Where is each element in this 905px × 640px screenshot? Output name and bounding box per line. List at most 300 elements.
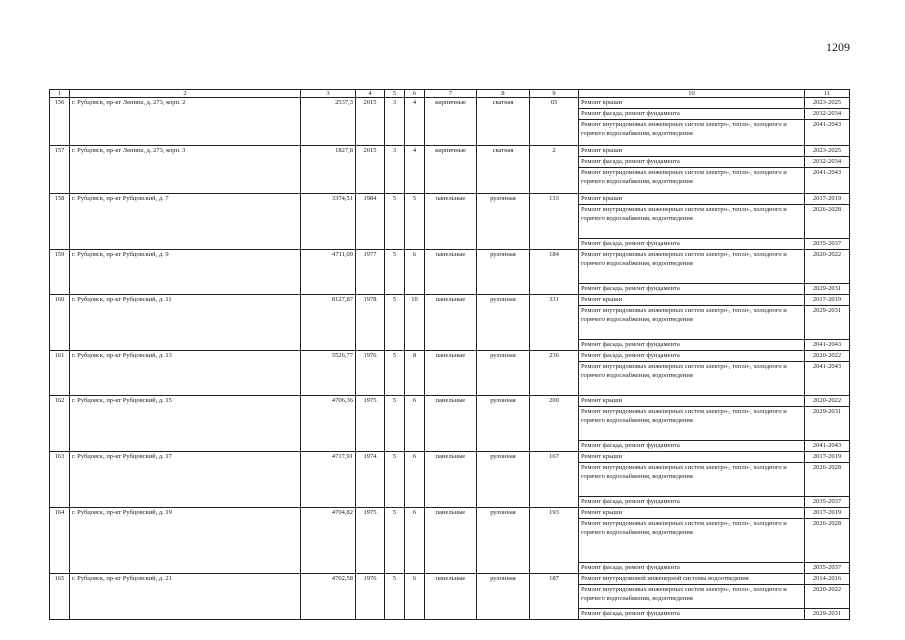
- entrances-cell: 6: [405, 452, 425, 463]
- area-cell-continued: [301, 168, 356, 194]
- period-cell: 2014-2016: [805, 574, 850, 585]
- address-cell-continued: [70, 563, 301, 574]
- address-cell-continued: [70, 463, 301, 497]
- table-row: [50, 563, 850, 574]
- work-type-text: Ремонт фасада, ремонт фундамента: [581, 285, 680, 292]
- wall-material-cell-continued: [425, 407, 477, 441]
- record-number-continued: [50, 497, 70, 508]
- work-type-text: Ремонт внутридомовой инженерной системы водоотведения: [581, 575, 749, 582]
- wall-material-cell: панельные: [425, 295, 477, 306]
- area-cell-continued: [301, 340, 356, 351]
- year-cell-continued: [356, 306, 385, 340]
- address-cell-continued: [70, 585, 301, 609]
- area-cell: 4704,82: [301, 508, 356, 519]
- area-cell-continued: [301, 497, 356, 508]
- column-number: 6: [405, 90, 425, 98]
- work-type-text: Ремонт фасада, ремонт фундамента: [581, 564, 680, 571]
- roof-type-cell: рулонная: [477, 452, 530, 463]
- table-row: [50, 250, 850, 284]
- table-row: [50, 109, 850, 120]
- work-type-text: Ремонт внутридомовых инженерных систем электро-, тепло-, холодного и горячего водоснабжения, водоотведения: [581, 206, 787, 222]
- residents-cell: 193: [530, 508, 579, 519]
- area-cell-continued: [301, 463, 356, 497]
- table-row: [50, 585, 850, 609]
- entrances-cell: 6: [405, 250, 425, 284]
- work-type-text: Ремонт внутридомовых инженерных систем электро-, тепло-, холодного и горячего водоснабжения, водоотведения: [581, 307, 787, 323]
- work-type-cell: [579, 146, 805, 157]
- address-cell-continued: [70, 340, 301, 351]
- floors-cell: 5: [385, 194, 405, 205]
- work-type-cell: [579, 205, 805, 239]
- work-type-cell: [579, 497, 805, 508]
- roof-type-cell: скатная: [477, 98, 530, 109]
- table-row: [50, 295, 850, 306]
- wall-material-cell-continued: [425, 563, 477, 574]
- year-cell: 1975: [356, 508, 385, 519]
- work-type-cell: [579, 194, 805, 205]
- record-number-continued: [50, 519, 70, 563]
- area-cell-continued: [301, 362, 356, 396]
- address-cell-continued: [70, 362, 301, 396]
- record-number: 158: [50, 194, 70, 205]
- work-type-cell: [579, 109, 805, 120]
- table-row: [50, 396, 850, 407]
- floors-cell: 5: [385, 351, 405, 362]
- residents-cell-continued: [530, 306, 579, 340]
- record-number: 164: [50, 508, 70, 519]
- record-number-continued: [50, 168, 70, 194]
- entrances-cell: 4: [405, 146, 425, 157]
- period-cell: 2029-2031: [805, 284, 850, 295]
- floors-cell-continued: [385, 157, 405, 168]
- column-number: 2: [70, 90, 301, 98]
- table-row: [50, 362, 850, 396]
- record-number-continued: [50, 284, 70, 295]
- year-cell: 1977: [356, 250, 385, 284]
- period-cell: 2029-2031: [805, 407, 850, 441]
- work-type-cell: [579, 284, 805, 295]
- table-row: [50, 120, 850, 146]
- wall-material-cell: панельные: [425, 351, 477, 362]
- work-type-cell: [579, 157, 805, 168]
- period-cell: 2026-2028: [805, 519, 850, 563]
- address-cell: г. Рубцовск, пр-кт Рубцовский, д. 15: [70, 396, 301, 407]
- entrances-cell-continued: [405, 239, 425, 250]
- residents-cell-continued: [530, 563, 579, 574]
- record-number-continued: [50, 609, 70, 620]
- wall-material-cell-continued: [425, 109, 477, 120]
- address-cell-continued: [70, 497, 301, 508]
- entrances-cell: 6: [405, 396, 425, 407]
- area-cell-continued: [301, 609, 356, 620]
- roof-type-cell-continued: [477, 519, 530, 563]
- roof-type-cell: рулонная: [477, 396, 530, 407]
- area-cell: 8127,87: [301, 295, 356, 306]
- residents-cell-continued: [530, 284, 579, 295]
- area-cell: 2537,3: [301, 98, 356, 109]
- year-cell-continued: [356, 168, 385, 194]
- area-cell: 4717,91: [301, 452, 356, 463]
- floors-cell-continued: [385, 306, 405, 340]
- record-number: 162: [50, 396, 70, 407]
- work-type-cell: [579, 452, 805, 463]
- roof-type-cell-continued: [477, 463, 530, 497]
- residents-cell-continued: [530, 407, 579, 441]
- entrances-cell-continued: [405, 362, 425, 396]
- roof-type-cell: рулонная: [477, 351, 530, 362]
- record-number: 160: [50, 295, 70, 306]
- table-row: [50, 609, 850, 620]
- wall-material-cell-continued: [425, 519, 477, 563]
- roof-type-cell-continued: [477, 441, 530, 452]
- address-cell: г. Рубцовск, пр-кт Рубцовский, д. 19: [70, 508, 301, 519]
- roof-type-cell-continued: [477, 407, 530, 441]
- area-cell: 4711,09: [301, 250, 356, 284]
- column-number: 8: [477, 90, 530, 98]
- year-cell-continued: [356, 563, 385, 574]
- record-number-continued: [50, 563, 70, 574]
- record-number-continued: [50, 306, 70, 340]
- record-number-continued: [50, 340, 70, 351]
- roof-type-cell-continued: [477, 497, 530, 508]
- table-row: [50, 508, 850, 519]
- roof-type-cell: скатная: [477, 146, 530, 157]
- wall-material-cell-continued: [425, 441, 477, 452]
- work-type-text: Ремонт фасада, ремонт фундамента: [581, 352, 680, 359]
- area-cell-continued: [301, 585, 356, 609]
- floors-cell: 5: [385, 396, 405, 407]
- wall-material-cell-continued: [425, 120, 477, 146]
- residents-cell: 65: [530, 98, 579, 109]
- record-number: 165: [50, 574, 70, 585]
- wall-material-cell: панельные: [425, 508, 477, 519]
- year-cell: 1984: [356, 194, 385, 205]
- address-cell: г. Рубцовск, пр-кт Ленина, д. 273, корп. 3: [70, 146, 301, 157]
- work-type-text: Ремонт фасада, ремонт фундамента: [581, 110, 680, 117]
- record-number: 157: [50, 146, 70, 157]
- entrances-cell: 6: [405, 508, 425, 519]
- work-type-cell: [579, 563, 805, 574]
- residents-cell-continued: [530, 157, 579, 168]
- record-number-continued: [50, 463, 70, 497]
- period-cell: 2041-2043: [805, 362, 850, 396]
- period-cell: 2041-2043: [805, 441, 850, 452]
- work-type-cell: [579, 396, 805, 407]
- floors-cell-continued: [385, 362, 405, 396]
- year-cell-continued: [356, 284, 385, 295]
- column-number: 3: [301, 90, 356, 98]
- table-row: [50, 168, 850, 194]
- year-cell: 1976: [356, 351, 385, 362]
- roof-type-cell-continued: [477, 609, 530, 620]
- wall-material-cell: панельные: [425, 250, 477, 284]
- floors-cell: 5: [385, 295, 405, 306]
- residents-cell-continued: [530, 120, 579, 146]
- year-cell: 1975: [356, 396, 385, 407]
- record-number: 159: [50, 250, 70, 284]
- residents-cell: 184: [530, 250, 579, 284]
- residents-cell-continued: [530, 441, 579, 452]
- work-type-cell: [579, 441, 805, 452]
- address-cell-continued: [70, 239, 301, 250]
- work-type-cell: [579, 306, 805, 340]
- period-cell: 2026-2028: [805, 205, 850, 239]
- wall-material-cell: панельные: [425, 396, 477, 407]
- year-cell: 1978: [356, 295, 385, 306]
- table-row: [50, 284, 850, 295]
- entrances-cell: 10: [405, 295, 425, 306]
- wall-material-cell: панельные: [425, 574, 477, 585]
- year-cell-continued: [356, 109, 385, 120]
- table-row: [50, 340, 850, 351]
- work-type-cell: [579, 168, 805, 194]
- record-number-continued: [50, 407, 70, 441]
- address-cell: г. Рубцовск, пр-кт Рубцовский, д. 11: [70, 295, 301, 306]
- work-type-cell: [579, 519, 805, 563]
- wall-material-cell-continued: [425, 340, 477, 351]
- area-cell: 1827,8: [301, 146, 356, 157]
- work-type-text: Ремонт фасада, ремонт фундамента: [581, 158, 680, 165]
- entrances-cell: 5: [405, 194, 425, 205]
- address-cell: г. Рубцовск, пр-кт Рубцовский, д. 17: [70, 452, 301, 463]
- area-cell-continued: [301, 109, 356, 120]
- floors-cell-continued: [385, 109, 405, 120]
- roof-type-cell-continued: [477, 306, 530, 340]
- area-cell-continued: [301, 519, 356, 563]
- entrances-cell-continued: [405, 120, 425, 146]
- floors-cell-continued: [385, 463, 405, 497]
- work-type-text: Ремонт фасада, ремонт фундамента: [581, 442, 680, 449]
- work-type-text: Ремонт фасада, ремонт фундамента: [581, 498, 680, 505]
- entrances-cell-continued: [405, 168, 425, 194]
- work-type-cell: [579, 574, 805, 585]
- entrances-cell-continued: [405, 157, 425, 168]
- area-cell: 4706,36: [301, 396, 356, 407]
- address-cell-continued: [70, 120, 301, 146]
- floors-cell-continued: [385, 340, 405, 351]
- record-number: 156: [50, 98, 70, 109]
- work-type-cell: [579, 609, 805, 620]
- period-cell: 2029-2031: [805, 306, 850, 340]
- entrances-cell-continued: [405, 585, 425, 609]
- entrances-cell: 8: [405, 351, 425, 362]
- residents-cell-continued: [530, 519, 579, 563]
- area-cell: 5526,77: [301, 351, 356, 362]
- roof-type-cell: рулонная: [477, 194, 530, 205]
- floors-cell: 5: [385, 574, 405, 585]
- repair-schedule-table: [49, 89, 850, 620]
- work-type-cell: [579, 508, 805, 519]
- address-cell: г. Рубцовск, пр-кт Рубцовский, д. 7: [70, 194, 301, 205]
- table-row: [50, 351, 850, 362]
- column-number: 10: [579, 90, 805, 98]
- work-type-text: Ремонт внутридомовых инженерных систем электро-, тепло-, холодного и горячего водоснабжения, водоотведения: [581, 464, 787, 480]
- entrances-cell-continued: [405, 563, 425, 574]
- roof-type-cell: рулонная: [477, 295, 530, 306]
- work-type-cell: [579, 585, 805, 609]
- work-type-cell: [579, 351, 805, 362]
- wall-material-cell-continued: [425, 205, 477, 239]
- area-cell-continued: [301, 120, 356, 146]
- roof-type-cell-continued: [477, 362, 530, 396]
- period-cell: 2041-2043: [805, 340, 850, 351]
- area-cell-continued: [301, 407, 356, 441]
- work-type-cell: [579, 98, 805, 109]
- work-type-text: Ремонт фасада, ремонт фундамента: [581, 240, 680, 247]
- period-cell: 2017-2019: [805, 452, 850, 463]
- work-type-text: Ремонт крыши: [581, 453, 622, 460]
- period-cell: 2020-2022: [805, 396, 850, 407]
- page-number: 1209: [826, 40, 850, 54]
- floors-cell-continued: [385, 168, 405, 194]
- address-cell-continued: [70, 519, 301, 563]
- period-cell: 2020-2022: [805, 351, 850, 362]
- period-cell: 2035-2037: [805, 239, 850, 250]
- floors-cell: 3: [385, 98, 405, 109]
- address-cell-continued: [70, 306, 301, 340]
- period-cell: 2029-2031: [805, 609, 850, 620]
- record-number-continued: [50, 239, 70, 250]
- work-type-text: Ремонт внутридомовых инженерных систем электро-, тепло-, холодного и горячего водоснабжения, водоотведения: [581, 251, 787, 267]
- floors-cell-continued: [385, 441, 405, 452]
- period-cell: 2023-2025: [805, 98, 850, 109]
- wall-material-cell: панельные: [425, 194, 477, 205]
- work-type-text: Ремонт фасада, ремонт фундамента: [581, 341, 680, 348]
- address-cell: г. Рубцовск, пр-кт Рубцовский, д. 21: [70, 574, 301, 585]
- entrances-cell-continued: [405, 109, 425, 120]
- work-type-text: Ремонт крыши: [581, 195, 622, 202]
- roof-type-cell-continued: [477, 284, 530, 295]
- year-cell: 2015: [356, 98, 385, 109]
- floors-cell: 5: [385, 508, 405, 519]
- period-cell: 2032-2034: [805, 157, 850, 168]
- area-cell-continued: [301, 205, 356, 239]
- wall-material-cell-continued: [425, 609, 477, 620]
- work-type-text: Ремонт фасада, ремонт фундамента: [581, 610, 680, 617]
- year-cell-continued: [356, 497, 385, 508]
- work-type-cell: [579, 340, 805, 351]
- year-cell-continued: [356, 585, 385, 609]
- record-number-continued: [50, 205, 70, 239]
- table-row: [50, 306, 850, 340]
- address-cell-continued: [70, 284, 301, 295]
- column-number: 7: [425, 90, 477, 98]
- floors-cell-continued: [385, 407, 405, 441]
- residents-cell: 187: [530, 574, 579, 585]
- table-row: [50, 452, 850, 463]
- roof-type-cell-continued: [477, 157, 530, 168]
- table-row: [50, 205, 850, 239]
- address-cell: г. Рубцовск, пр-кт Рубцовский, д. 9: [70, 250, 301, 284]
- floors-cell-continued: [385, 563, 405, 574]
- floors-cell-continued: [385, 585, 405, 609]
- residents-cell-continued: [530, 168, 579, 194]
- year-cell-continued: [356, 120, 385, 146]
- address-cell: г. Рубцовск, пр-кт Рубцовский, д. 13: [70, 351, 301, 362]
- year-cell-continued: [356, 157, 385, 168]
- residents-cell: 133: [530, 194, 579, 205]
- work-type-text: Ремонт крыши: [581, 509, 622, 516]
- record-number: 161: [50, 351, 70, 362]
- table-row: [50, 239, 850, 250]
- work-type-text: Ремонт крыши: [581, 296, 622, 303]
- table-row: [50, 407, 850, 441]
- address-cell-continued: [70, 609, 301, 620]
- record-number-continued: [50, 109, 70, 120]
- floors-cell-continued: [385, 120, 405, 146]
- address-cell-continued: [70, 441, 301, 452]
- wall-material-cell-continued: [425, 362, 477, 396]
- residents-cell-continued: [530, 205, 579, 239]
- period-cell: 2035-2037: [805, 497, 850, 508]
- residents-cell-continued: [530, 109, 579, 120]
- wall-material-cell-continued: [425, 585, 477, 609]
- roof-type-cell-continued: [477, 168, 530, 194]
- period-cell: 2020-2022: [805, 250, 850, 284]
- table-row: [50, 574, 850, 585]
- column-number-row: [50, 90, 850, 98]
- floors-cell: 3: [385, 146, 405, 157]
- address-cell-continued: [70, 205, 301, 239]
- period-cell: 2041-2043: [805, 168, 850, 194]
- area-cell: 4702,58: [301, 574, 356, 585]
- work-type-cell: [579, 250, 805, 284]
- roof-type-cell-continued: [477, 109, 530, 120]
- table-row: [50, 194, 850, 205]
- floors-cell-continued: [385, 284, 405, 295]
- wall-material-cell: кирпичные: [425, 146, 477, 157]
- column-number: 9: [530, 90, 579, 98]
- floors-cell-continued: [385, 497, 405, 508]
- work-type-cell: [579, 463, 805, 497]
- residents-cell: 236: [530, 351, 579, 362]
- record-number: 163: [50, 452, 70, 463]
- work-type-text: Ремонт внутридомовых инженерных систем электро-, тепло-, холодного и горячего водоснабжения, водоотведения: [581, 586, 787, 602]
- year-cell-continued: [356, 609, 385, 620]
- roof-type-cell-continued: [477, 585, 530, 609]
- residents-cell: 331: [530, 295, 579, 306]
- wall-material-cell-continued: [425, 168, 477, 194]
- wall-material-cell-continued: [425, 157, 477, 168]
- period-cell: 2032-2034: [805, 109, 850, 120]
- area-cell-continued: [301, 239, 356, 250]
- roof-type-cell-continued: [477, 340, 530, 351]
- area-cell-continued: [301, 157, 356, 168]
- residents-cell-continued: [530, 239, 579, 250]
- record-number-continued: [50, 441, 70, 452]
- year-cell: 1976: [356, 574, 385, 585]
- address-cell-continued: [70, 157, 301, 168]
- year-cell-continued: [356, 205, 385, 239]
- period-cell: 2041-2043: [805, 120, 850, 146]
- residents-cell-continued: [530, 497, 579, 508]
- table-row: [50, 441, 850, 452]
- work-type-cell: [579, 120, 805, 146]
- record-number-continued: [50, 585, 70, 609]
- period-cell: 2026-2028: [805, 463, 850, 497]
- address-cell: г. Рубцовск, пр-кт Ленина, д. 273, корп. 2: [70, 98, 301, 109]
- entrances-cell-continued: [405, 609, 425, 620]
- entrances-cell-continued: [405, 306, 425, 340]
- roof-type-cell: рулонная: [477, 574, 530, 585]
- area-cell-continued: [301, 284, 356, 295]
- work-type-text: Ремонт внутридомовых инженерных систем электро-, тепло-, холодного и горячего водоснабжения, водоотведения: [581, 363, 787, 379]
- work-type-cell: [579, 239, 805, 250]
- record-number-continued: [50, 120, 70, 146]
- floors-cell-continued: [385, 519, 405, 563]
- entrances-cell-continued: [405, 497, 425, 508]
- residents-cell-continued: [530, 463, 579, 497]
